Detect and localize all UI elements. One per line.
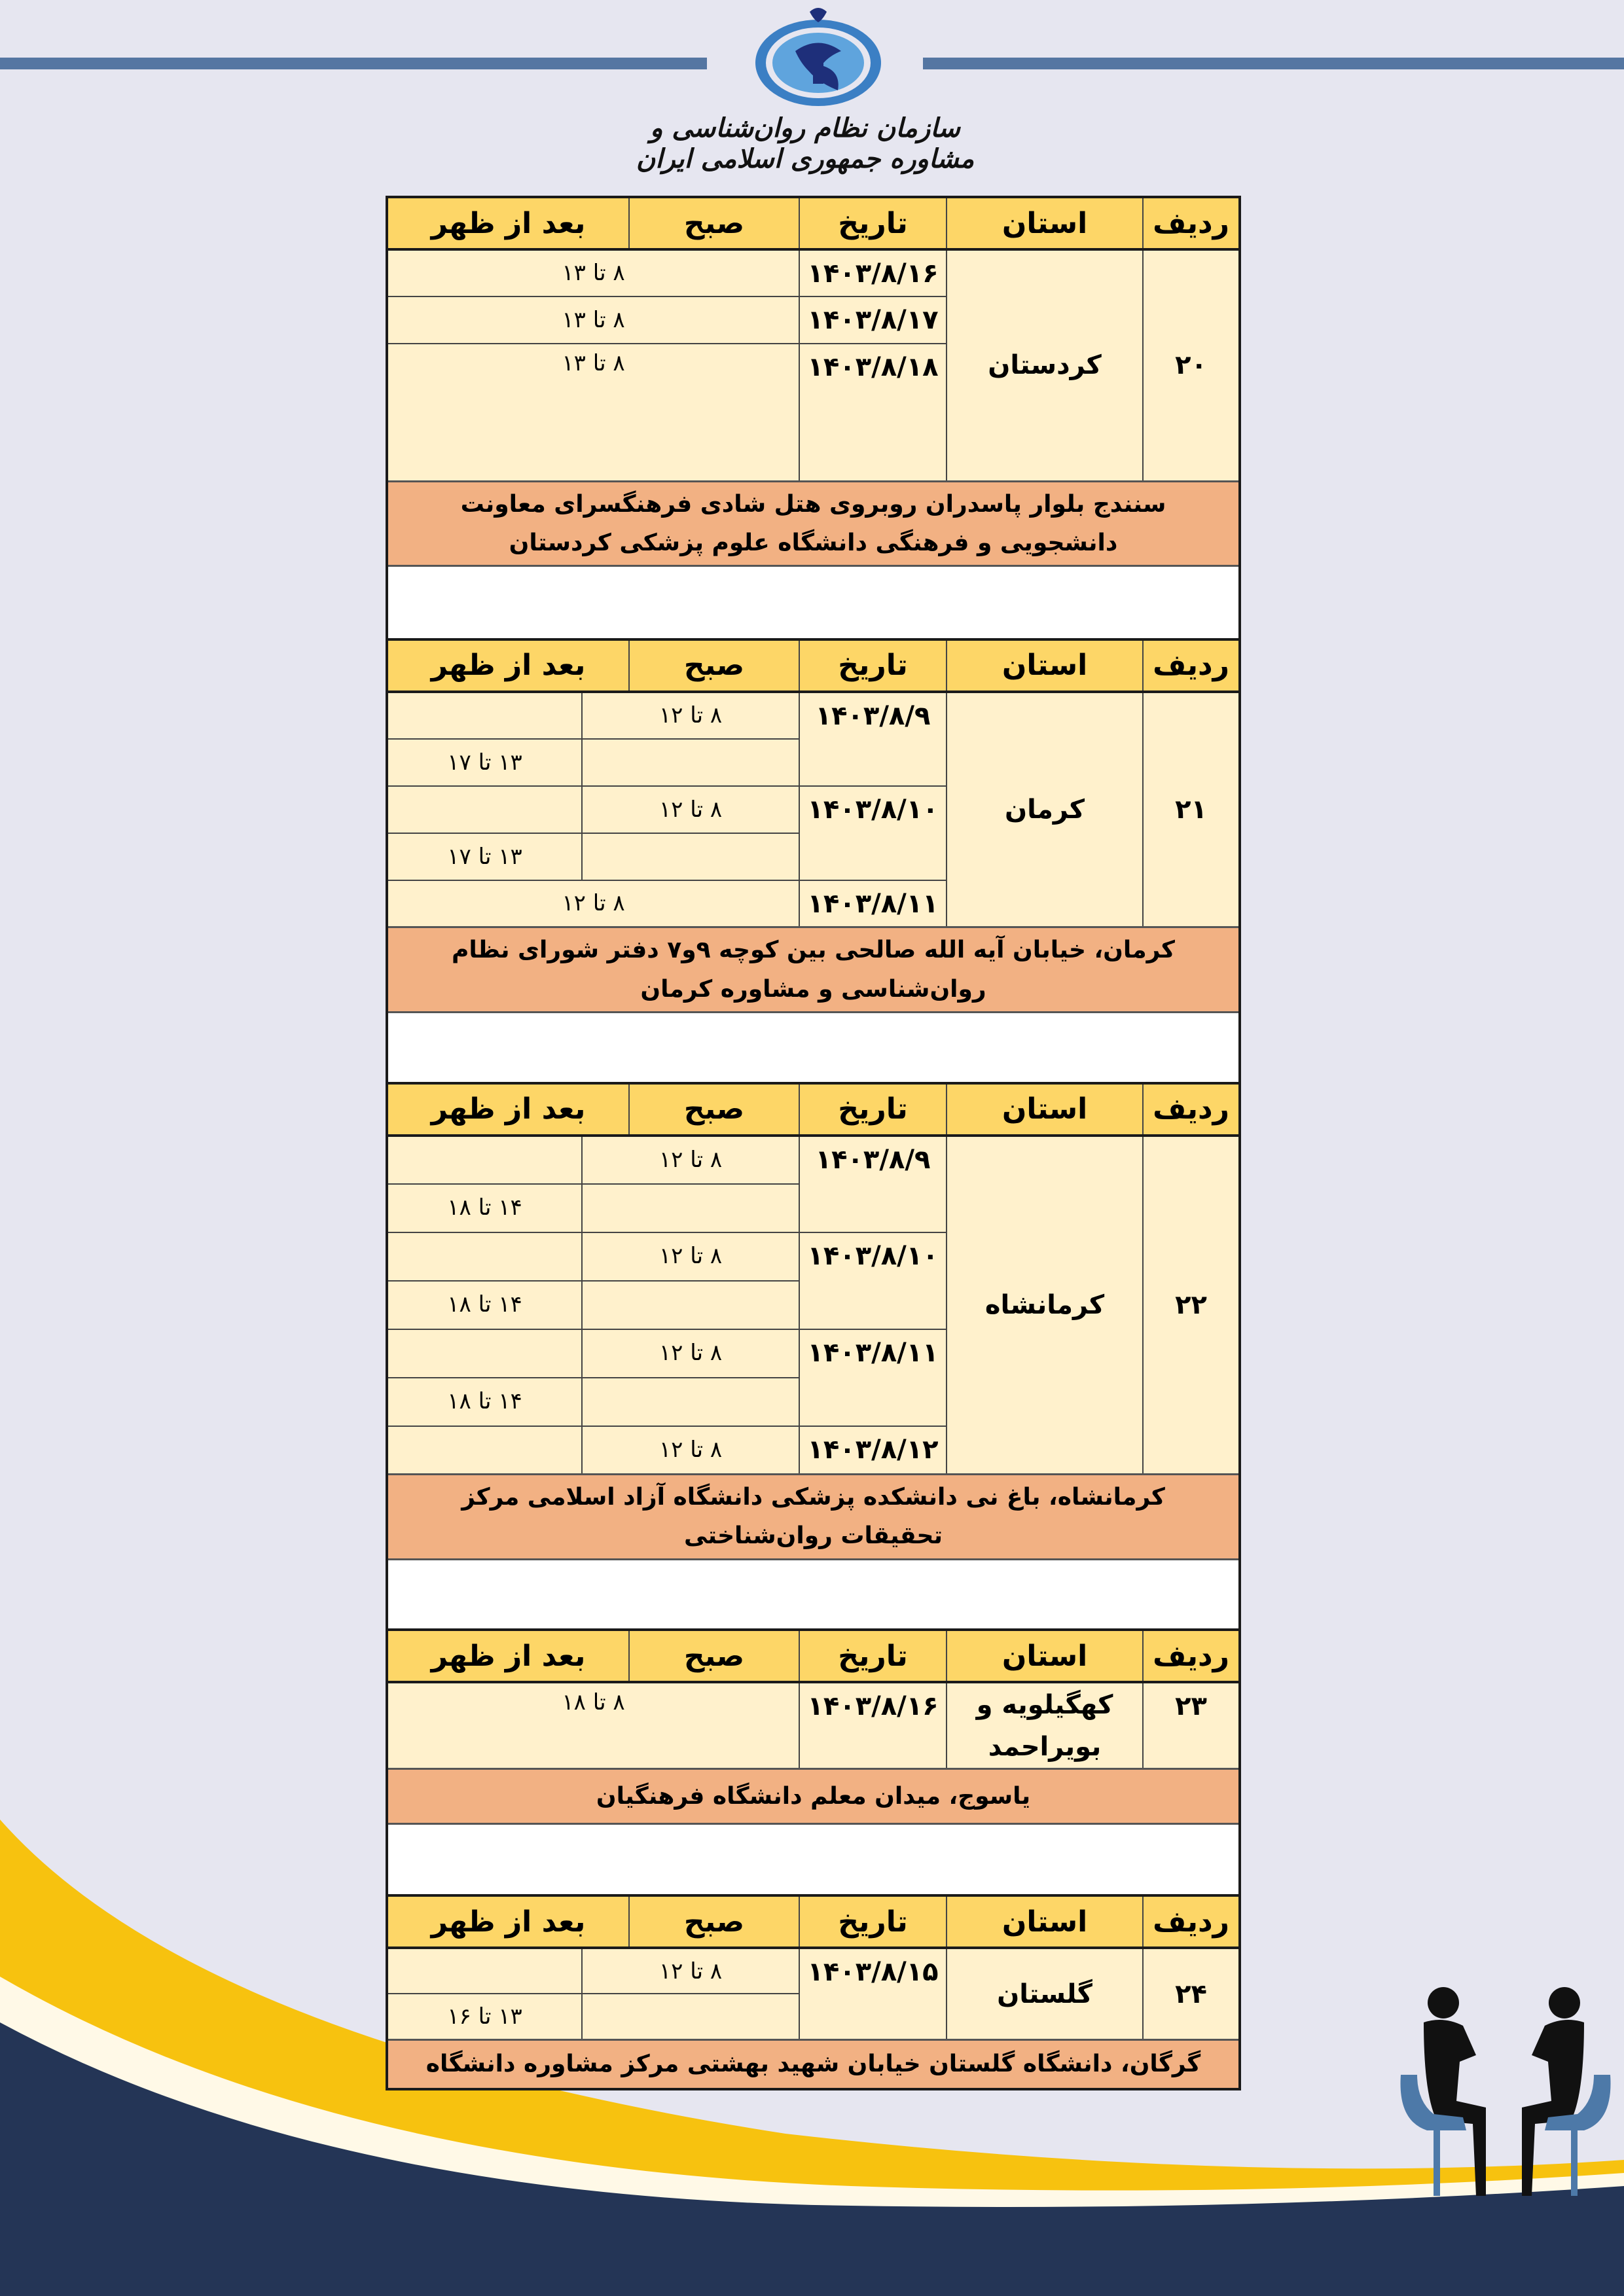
table-header-row [387,1630,1240,1682]
header-province: استان [947,197,1143,249]
morning-time-cell [582,1184,799,1232]
afternoon-time-cell: ۱۴ تا ۱۸ [387,1281,582,1329]
address-row [387,481,1240,566]
date-cell: ۱۴۰۳/۸/۱۲ [799,1426,947,1475]
header-morning: صبح [629,1083,799,1136]
header-afternoon: بعد از ظهر [387,197,629,249]
header-morning: صبح [629,197,799,249]
date-cell: ۱۴۰۳/۸/۱۰ [799,1232,947,1329]
time-cell: ۸ تا ۱۸ [387,1682,799,1768]
counseling-people-silhouette [1388,1977,1623,2212]
row-number: ۲۰ [1143,249,1240,481]
afternoon-time-cell: ۱۴ تا ۱۸ [387,1378,582,1426]
morning-time-cell: ۸ تا ۱۲ [582,692,799,739]
header-province: استان [947,1630,1143,1682]
morning-time-cell [582,1994,799,2039]
province-name: کردستان [947,249,1143,481]
address-cell: کرمان، خیابان آیه الله صالحی بین کوچه ۹و۷ دفتر شورای نظام روان‌شناسی و مشاوره کرمان [387,927,1240,1013]
header-row-number: ردیف [1143,639,1240,692]
afternoon-time-cell [387,786,582,833]
morning-time-cell: ۸ تا ۱۲ [582,1136,799,1184]
table-header-row [387,197,1240,249]
header-row-number: ردیف [1143,1083,1240,1136]
date-cell: ۱۴۰۳/۸/۱۰ [799,786,947,880]
date-cell: ۱۴۰۳/۸/۱۱ [799,1329,947,1426]
province-name [947,1682,1143,1768]
morning-time-cell [582,833,799,880]
province-name-line2: بویراحمد [988,1731,1102,1762]
header-date: تاریخ [799,1895,947,1948]
date-cell: ۱۴۰۳/۸/۱۱ [799,880,947,927]
spacer-row [387,566,1240,639]
table-header-row [387,1895,1240,1948]
afternoon-time-cell [387,1426,582,1475]
row-number: ۲۱ [1143,692,1240,927]
date-cell: ۱۴۰۳/۸/۱۵ [799,1948,947,2039]
table-row [387,249,1240,296]
spacer-row [387,1559,1240,1630]
province-name: گلستان [947,1948,1143,2039]
province-name: کرمانشاه [947,1136,1143,1475]
afternoon-time-cell: ۱۳ تا ۱۷ [387,833,582,880]
address-row [387,2039,1240,2089]
row-number: ۲۲ [1143,1136,1240,1475]
date-cell: ۱۴۰۳/۸/۱۸ [799,344,947,481]
header-row-number: ردیف [1143,1895,1240,1948]
table-row [387,1136,1240,1184]
spacer-row [387,1823,1240,1895]
date-cell: ۱۴۰۳/۸/۱۶ [799,1682,947,1768]
organization-name: سازمان نظام روان‌شناسی و مشاوره جمهوری اسلامی ایران [636,113,975,174]
spacer-row [387,1013,1240,1083]
header-morning: صبح [629,639,799,692]
header-province: استان [947,1083,1143,1136]
header-afternoon: بعد از ظهر [387,639,629,692]
morning-time-cell: ۸ تا ۱۲ [582,1948,799,1994]
morning-time-cell [582,739,799,786]
date-cell: ۱۴۰۳/۸/۱۶ [799,249,947,296]
header-date: تاریخ [799,639,947,692]
header-afternoon: بعد از ظهر [387,1895,629,1948]
header-afternoon: بعد از ظهر [387,1083,629,1136]
table-header-row [387,639,1240,692]
table-row [387,1948,1240,1994]
table-header-row [387,1083,1240,1136]
morning-time-cell [582,1281,799,1329]
morning-time-cell: ۸ تا ۱۲ [582,1329,799,1378]
morning-time-cell: ۸ تا ۱۲ [582,786,799,833]
address-cell: کرمانشاه، باغ نی دانشکده پزشکی دانشگاه آزاد اسلامی مرکز تحقیقات روان‌شناختی [387,1475,1240,1560]
afternoon-time-cell [387,1329,582,1378]
header-date: تاریخ [799,1083,947,1136]
header-province: استان [947,639,1143,692]
row-number: ۲۴ [1143,1948,1240,2039]
address-row [387,927,1240,1013]
address-row [387,1475,1240,1560]
header-province: استان [947,1895,1143,1948]
header-date: تاریخ [799,1630,947,1682]
address-row [387,1768,1240,1823]
morning-time-cell: ۸ تا ۱۲ [582,1232,799,1281]
header-afternoon: بعد از ظهر [387,1630,629,1682]
province-name: کرمان [947,692,1143,927]
date-cell: ۱۴۰۳/۸/۹ [799,692,947,786]
table-row [387,1682,1240,1768]
time-cell: ۸ تا ۱۳ [387,296,799,344]
afternoon-time-cell [387,1232,582,1281]
header-date: تاریخ [799,197,947,249]
organization-logo [749,5,887,110]
time-cell: ۸ تا ۱۲ [387,880,799,927]
table-row [387,692,1240,739]
afternoon-time-cell: ۱۳ تا ۱۶ [387,1994,582,2039]
header-row-number: ردیف [1143,1630,1240,1682]
schedule-table [386,196,1241,2090]
morning-time-cell: ۸ تا ۱۲ [582,1426,799,1475]
header-line-right [923,58,1624,69]
time-cell: ۸ تا ۱۳ [387,249,799,296]
address-cell: سنندج بلوار پاسدران روبروی هتل شادی فرهنگسرای معاونت دانشجویی و فرهنگی دانشگاه علوم پزشکی کردستان [387,481,1240,566]
afternoon-time-cell: ۱۴ تا ۱۸ [387,1184,582,1232]
header-morning: صبح [629,1895,799,1948]
address-cell: یاسوج، میدان معلم دانشگاه فرهنگیان [387,1768,1240,1823]
row-number: ۲۳ [1143,1682,1240,1768]
date-cell: ۱۴۰۳/۸/۱۷ [799,296,947,344]
afternoon-time-cell [387,692,582,739]
header-line-left [0,58,707,69]
header-row-number: ردیف [1143,197,1240,249]
date-cell: ۱۴۰۳/۸/۹ [799,1136,947,1232]
time-cell: ۸ تا ۱۳ [387,344,799,481]
afternoon-time-cell: ۱۳ تا ۱۷ [387,739,582,786]
province-name-line1: کهگیلویه و [976,1689,1113,1720]
morning-time-cell [582,1378,799,1426]
header-morning: صبح [629,1630,799,1682]
afternoon-time-cell [387,1136,582,1184]
afternoon-time-cell [387,1948,582,1994]
address-cell: گرگان، دانشگاه گلستان خیابان شهید بهشتی مرکز مشاوره دانشگاه [387,2039,1240,2089]
